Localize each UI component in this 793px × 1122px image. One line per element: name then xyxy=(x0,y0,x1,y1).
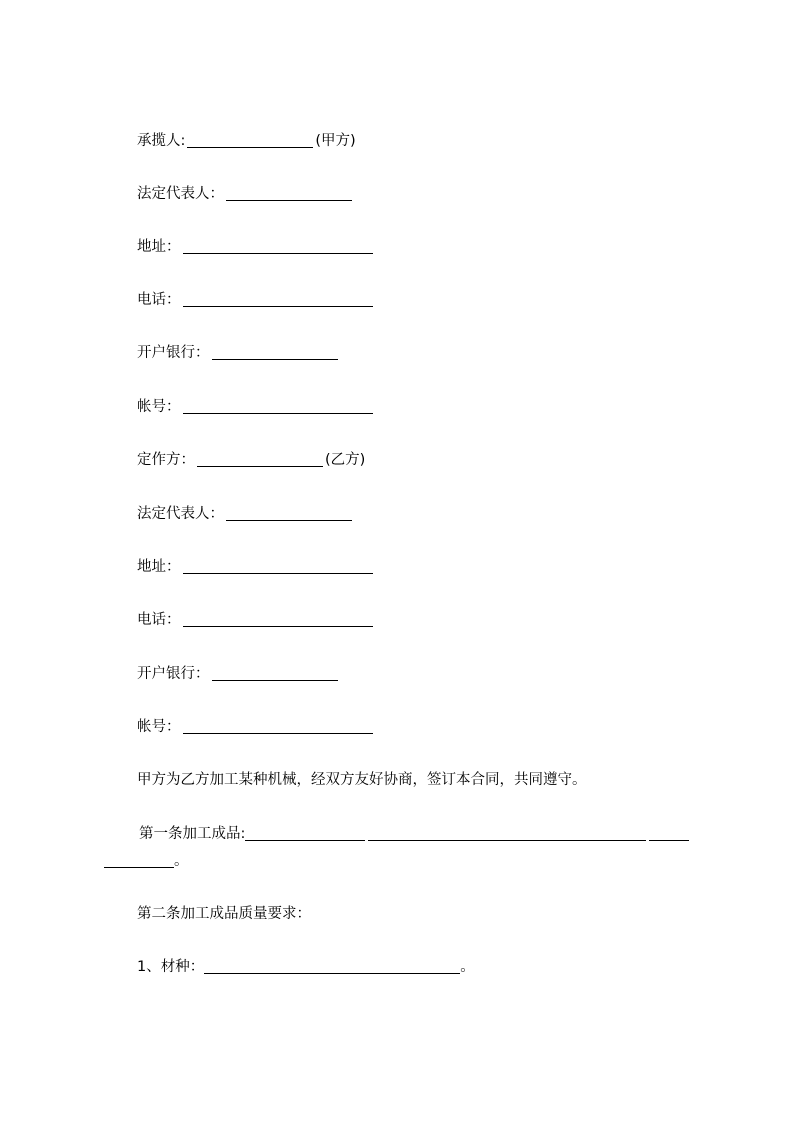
contractor-bank-label: 开户银行： xyxy=(137,345,210,361)
client-bank-label: 开户银行： xyxy=(137,666,210,682)
contractor-phone-label: 电话： xyxy=(137,292,181,308)
intro-text: 甲方为乙方加工某种机械，经双方友好协商，签订本合同，共同遵守。 xyxy=(137,772,587,788)
contractor-address-label: 地址： xyxy=(137,239,181,255)
article1-blank-c[interactable] xyxy=(649,825,689,841)
item1-end: 。 xyxy=(460,959,475,975)
contractor-rep-blank[interactable] xyxy=(226,185,352,201)
client-account-line xyxy=(137,717,375,737)
item1-label: 1、材种： xyxy=(137,959,205,975)
article2-heading-line xyxy=(137,904,311,924)
client-rep-label: 法定代表人： xyxy=(137,506,224,522)
contractor-name-label: 承揽人: xyxy=(137,133,186,149)
contractor-account-blank[interactable] xyxy=(183,398,373,414)
client-name-blank[interactable] xyxy=(197,451,323,467)
article1-label: 第一条加工成品: xyxy=(139,826,246,842)
client-address-label: 地址： xyxy=(137,559,181,575)
client-name-line xyxy=(137,450,365,470)
contractor-rep-line xyxy=(137,184,354,204)
article1-line xyxy=(139,824,689,844)
contractor-rep-label: 法定代表人： xyxy=(137,186,224,202)
client-rep-line xyxy=(137,504,354,524)
client-bank-line xyxy=(137,664,340,684)
contractor-name-blank[interactable] xyxy=(187,132,313,148)
article1-continuation xyxy=(104,851,189,871)
article1-blank-d[interactable] xyxy=(104,852,174,868)
client-account-label: 帐号： xyxy=(137,719,181,735)
client-rep-blank[interactable] xyxy=(226,505,352,521)
client-address-line xyxy=(137,557,375,577)
contractor-account-line xyxy=(137,397,375,417)
article1-blank-b[interactable] xyxy=(368,825,646,841)
item1-blank[interactable] xyxy=(204,958,460,974)
client-bank-blank[interactable] xyxy=(212,665,338,681)
article1-blank-a[interactable] xyxy=(245,825,365,841)
client-phone-label: 电话： xyxy=(137,612,181,628)
article2-heading: 第二条加工成品质量要求： xyxy=(137,906,311,922)
contractor-bank-blank[interactable] xyxy=(212,344,338,360)
contractor-name-line xyxy=(137,131,356,151)
client-name-label: 定作方： xyxy=(137,452,195,468)
client-phone-line xyxy=(137,610,375,630)
article1-end: 。 xyxy=(174,853,189,869)
client-address-blank[interactable] xyxy=(183,558,373,574)
contractor-name-suffix: (甲方) xyxy=(315,133,356,149)
contractor-bank-line xyxy=(137,343,340,363)
intro-paragraph xyxy=(137,770,587,790)
contractor-address-line xyxy=(137,237,375,257)
contractor-phone-blank[interactable] xyxy=(183,291,373,307)
client-account-blank[interactable] xyxy=(183,718,373,734)
item1-line xyxy=(137,957,475,977)
contractor-address-blank[interactable] xyxy=(183,238,373,254)
client-phone-blank[interactable] xyxy=(183,611,373,627)
client-name-suffix: (乙方) xyxy=(325,452,366,468)
contractor-account-label: 帐号： xyxy=(137,399,181,415)
contractor-phone-line xyxy=(137,290,375,310)
